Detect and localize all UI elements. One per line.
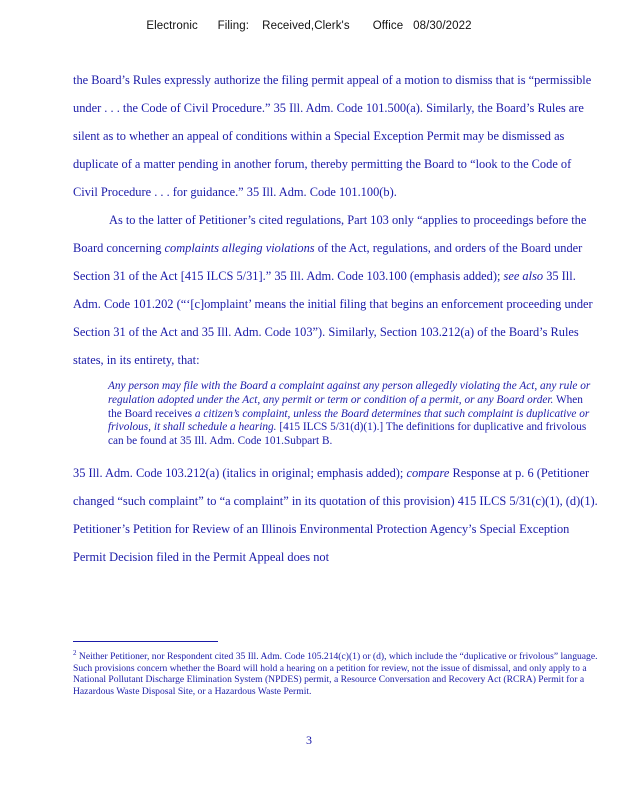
paragraph-2 [73,206,598,374]
footnote-divider [73,641,218,642]
p2-text-end: 35 Ill. Adm. Code 101.202 (“‘[c]omplaint’ means the initial filing that begins an enforcement proceeding under Section 31 of the Act and 35 Ill. Adm. Code 103”). Similarly, Section 103.212(a) of the Board’s Rules states, in its entirety, that: [73,269,593,367]
block-quote [108,380,596,449]
footnote-number: 2 [73,649,77,657]
quote-roman-1: When the Board receives [108,393,583,420]
page-number: 3 [306,733,312,747]
quote-italic-2: a citizen’s complaint, unless the Board determines that such complaint is duplicative or frivolous, it shall schedule a hearing. [108,407,590,434]
document-body [73,66,598,571]
p2-text-start: As to the latter of Petitioner’s cited regulations, Part 103 only “applies to proceedings before the Board concerning [73,213,587,255]
footnote-text: Neither Petitioner, nor Respondent cited 35 Ill. Adm. Code 105.214(c)(1) or (d), which include the “duplicative or frivolous” language. Such provisions concern whether the Board will hold a hearing on a petition for review, not the issue of dismissal, and only apply to a National Pollutant Discharge Elimination System (NPDES) permit, a Resource Conversation and Recovery Act (RCRA) Permit for a Hazardous Waste Disposal Site, or a Hazardous Waste Permit. [73,651,598,697]
p2-see-also: see also [503,269,544,283]
quote-italic-1: Any person may file with the Board a complaint against any person allegedly violating the Act, any rule or regulation adopted under the Act, any permit or term or condition of a permit, or any Board order. [108,380,591,406]
p2-emphasis: complaints alleging violations [164,241,315,255]
p2-text-mid: of the Act, regulations, and orders of the Board under Section 31 of the Act [415 ILCS 5/31].” 35 Ill. Adm. Code 103.100 (emphasis added); [73,241,583,283]
paragraph-3 [73,459,598,571]
quote-roman-2: [415 ILCS 5/31(d)(1).] The definitions for duplicative and frivolous can be found at 35 Ill. Adm. Code 101.Subpart B. [108,421,587,448]
paragraph-1: the Board’s Rules expressly authorize the filing permit appeal of a motion to dismiss that is “permissible under . . . the Code of Civil Procedure.” 35 Ill. Adm. Code 101.500(a). Similarly, the Board’s Rules are silent as to whether an appeal of conditions within a Special Exception Permit may be dismissed as duplicate of a matter pending in another forum, thereby permitting the Board to “look to the Code of Civil Procedure . . . for guidance.” 35 Ill. Adm. Code 101.100(b). [73,73,592,199]
filing-header: Electronic Filing: Received,Clerk's Office 08/30/2022 [146,20,472,32]
p3-compare: compare [406,465,450,480]
footnote [73,648,598,698]
p3-text-end: Response at p. 6 (Petitioner changed “such complaint” to “a complaint” in its quotation of this provision) 415 ILCS 5/31(c)(1), (d)(1). Petitioner’s Petition for Review of an Illinois Environmental Protection Agency’s Special Exception Permit Decision filed in the Permit Appeal does not [73,465,598,564]
p3-text-start: 35 Ill. Adm. Code 103.212(a) (italics in original; emphasis added); [73,465,407,480]
